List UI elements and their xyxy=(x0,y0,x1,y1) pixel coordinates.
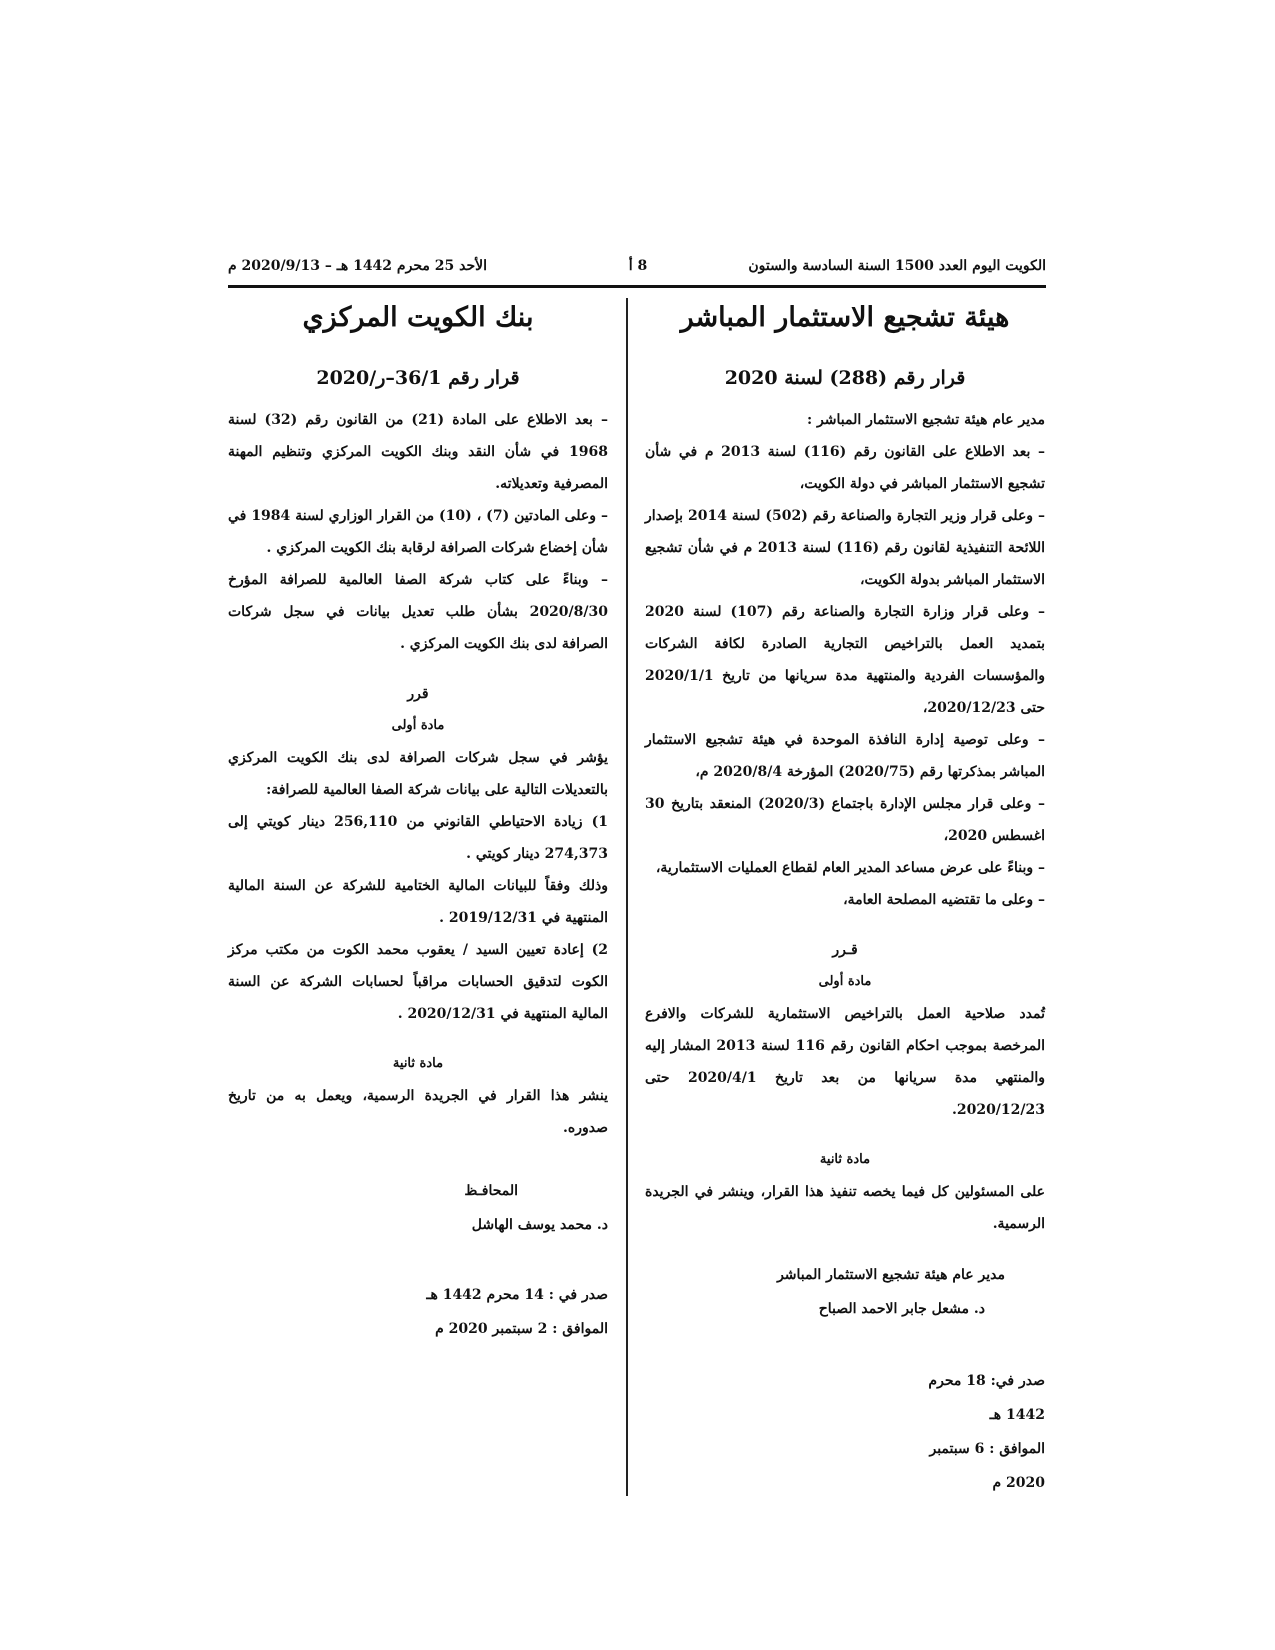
preamble-line: – وعلى ما تقتضيه المصلحة العامة، xyxy=(843,892,1045,908)
article-item: 1) زيادة الاحتياطي القانوني من 256,110 دينار كويتي إلى 274,373 دينار كويتي . xyxy=(228,814,608,862)
article-title: مادة ثانية xyxy=(819,1152,871,1167)
preamble-line: – وعلى المادتين (7) ، (10) من القرار الوزاري لسنة 1984 في شأن إخضاع شركات الصرافة لرقابة بنك الكويت المركزي . xyxy=(228,508,608,556)
decision-title: قرار رقم (288) لسنة 2020 xyxy=(724,367,966,389)
decided-heading: قـرر xyxy=(832,942,858,958)
article-body: ينشر هذا القرار في الجريدة الرسمية، ويعمل به من تاريخ صدوره. xyxy=(228,1088,608,1136)
issue-date-block xyxy=(645,1364,1045,1500)
right-column xyxy=(645,296,1045,1500)
preamble-line: – بعد الاطلاع على القانون رقم (116) لسنة 2013 م في شأن تشجيع الاستثمار المباشر في دولة الكويت، xyxy=(645,444,1046,492)
preamble-line: – وعلى قرار مجلس الإدارة باجتماع (2020/3) المنعقد بتاريخ 30 اغسطس 2020، xyxy=(645,796,1045,844)
article-title: مادة أولى xyxy=(818,974,872,989)
decision-title: قرار رقم 36/1–ر/2020 xyxy=(316,367,520,389)
preamble-line: – وعلى توصية إدارة النافذة الموحدة في هيئة تشجيع الاستثمار المباشر بمذكرتها رقم (2020/75) المؤرخة 2020/8/4 م، xyxy=(645,732,1045,780)
preamble-line: – وعلى قرار وزارة التجارة والصناعة رقم (107) لسنة 2020 بتمديد العمل بالتراخيص التجارية الصادرة لكافة الشركات والمؤسسات الفردية والمنتهية مدة سريانها من تاريخ 2020/1/1 حتى 2020/12/23، xyxy=(645,604,1045,716)
corresponding-date: الموافق : 2 سبتمبر 2020 م xyxy=(435,1321,608,1337)
preamble-line: مدير عام هيئة تشجيع الاستثمار المباشر : xyxy=(807,412,1045,428)
signer-title: المحافـظ xyxy=(464,1183,518,1199)
signer-title: مدير عام هيئة تشجيع الاستثمار المباشر xyxy=(777,1267,1005,1283)
org-title: هيئة تشجيع الاستثمار المباشر xyxy=(680,302,1010,333)
header-date: الأحد 25 محرم 1442 هـ – 2020/9/13 م xyxy=(228,258,487,274)
article-body: تُمدد صلاحية العمل بالتراخيص الاستثمارية للشركات والافرع المرخصة بموجب احكام القانون رقم 116 لسنة 2013 المشار إليه والمنتهي مدة سريانها من بعد تاريخ 2020/4/1 حتى 2020/12/23. xyxy=(645,1006,1045,1118)
preamble-line: – وعلى قرار وزير التجارة والصناعة رقم (502) لسنة 2014 بإصدار اللائحة التنفيذية لقانون رقم (116) لسنة 2013 م في شأن تشجيع الاستثمار المباشر بدولة الكويت، xyxy=(645,508,1045,588)
column-divider xyxy=(626,298,628,1496)
article-body: على المسئولين كل فيما يخصه تنفيذ هذا القرار، وينشر في الجريدة الرسمية. xyxy=(645,1184,1045,1232)
article-body: يؤشر في سجل شركات الصرافة لدى بنك الكويت المركزي بالتعديلات التالية على بيانات شركة الصفا العالمية للصرافة: xyxy=(228,750,608,798)
preamble-line: – وبناءً على كتاب شركة الصفا العالمية للصرافة المؤرخ 2020/8/30 بشأن طلب تعديل بيانات في سجل شركات الصرافة لدى بنك الكويت المركزي . xyxy=(228,572,608,652)
signer-name: د. محمد يوسف الهاشل xyxy=(471,1217,608,1233)
header-page-number: 8 أ xyxy=(628,258,648,274)
org-title: بنك الكويت المركزي xyxy=(302,302,534,333)
signature-block xyxy=(228,1174,608,1242)
article-title: مادة ثانية xyxy=(392,1056,444,1071)
decided-heading: قرر xyxy=(407,686,429,702)
issued-date: صدر في : 14 محرم 1442 هـ xyxy=(426,1287,608,1303)
article-item-note: وذلك وفقاً للبيانات المالية الختامية للشركة عن السنة المالية المنتهية في 2019/12/31 . xyxy=(228,878,608,926)
article-item: 2) إعادة تعيين السيد / يعقوب محمد الكوت من مكتب مركز الكوت لتدقيق الحسابات مراقباً لحسابات الشركة عن السنة المالية المنتهية في 2020/12/31 . xyxy=(228,942,608,1022)
left-column xyxy=(228,296,608,1346)
gazette-header xyxy=(228,250,1046,286)
header-issue: الكويت اليوم العدد 1500 السنة السادسة والستون xyxy=(748,258,1046,274)
header-rule xyxy=(228,285,1046,288)
preamble-line: – بعد الاطلاع على المادة (21) من القانون رقم (32) لسنة 1968 في شأن النقد وبنك الكويت المركزي وتنظيم المهنة المصرفية وتعديلاته. xyxy=(228,412,608,492)
issue-date-block xyxy=(228,1278,608,1346)
signature-block xyxy=(645,1258,1045,1326)
corresponding-date: الموافق : 6 سبتمبر 2020 م xyxy=(929,1441,1045,1491)
preamble-line: – وبناءً على عرض مساعد المدير العام لقطاع العمليات الاستثمارية، xyxy=(655,860,1045,876)
issued-date: صدر في: 18 محرم 1442 هـ xyxy=(928,1373,1045,1423)
article-title: مادة أولى xyxy=(391,718,445,733)
signer-name: د. مشعل جابر الاحمد الصباح xyxy=(818,1301,985,1317)
